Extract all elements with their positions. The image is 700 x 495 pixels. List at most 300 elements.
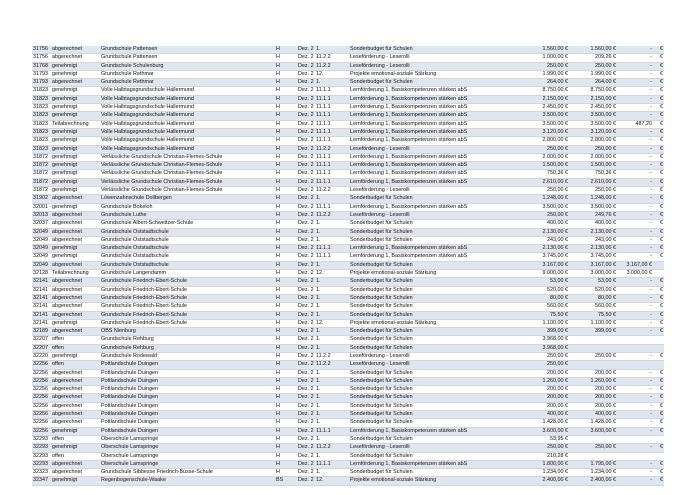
cell-code: H [275,170,297,178]
cell-subposition [339,402,349,410]
cell-settled: 1.560,00 € [569,46,617,54]
cell-currency: € [653,162,664,170]
cell-school: Pottlandschule Duingen [100,402,275,410]
cell-code: H [275,95,297,103]
cell-purpose: Sonderbudget für Schulen [349,46,519,54]
cell-school: Pottlandschule Duingen [100,386,275,394]
cell-school: Grundschule Rethmar [100,79,275,87]
cell-school: Grundschule Luthe [100,211,275,219]
cell-position: 1. [315,469,339,477]
cell-currency: € [653,128,664,136]
cell-number: 31823 [32,112,51,120]
cell-purpose: Lernförderung 1, Basiskompetenzen stärken abS [349,162,519,170]
cell-currency: € [653,95,664,103]
cell-code: H [275,245,297,253]
cell-month: Dez. 2 [298,220,314,227]
cell-currency: € [653,236,664,244]
cell-purpose: Sonderbudget für Schulen [349,377,519,385]
cell-subposition [339,79,349,87]
cell-status: genehmigt [51,203,100,211]
cell-month: Dez. 2 [298,311,314,318]
cell-number: 31902 [32,195,51,203]
cell-purpose: Sonderbudget für Schulen [349,419,519,427]
cell-purpose: Lernförderung 1, Basiskompetenzen stärken abS [349,253,519,261]
cell-settled: 200,00 € [569,386,617,394]
cell-number: 32207 [32,336,51,344]
cell-code: H [275,46,297,54]
cell-settled: 3.167,00 € [569,261,617,269]
cell-month: Dez. 2 [298,328,314,335]
cell-remaining [617,336,653,344]
cell-settled: 3.000,00 € [569,270,617,278]
cell-currency: € [653,112,664,120]
cell-month: Dez. 2 [298,70,314,77]
cell-subposition [339,211,349,219]
cell-position: 1. [315,236,339,244]
cell-number: 32347 [32,477,51,485]
cell-purpose: Sonderbudget für Schulen [349,220,519,228]
cell-subposition [339,95,349,103]
cell-month: Dez. 2 [298,62,314,69]
cell-code: H [275,153,297,161]
cell-remaining: - [617,377,653,385]
table-row [32,411,664,419]
cell-currency: € [653,120,664,128]
cell-status: genehmigt [51,477,100,485]
cell-purpose: Lernförderung 1, Basiskompetenzen stärken abS [349,460,519,468]
cell-subposition [339,70,349,78]
cell-position: 1. [315,386,339,394]
cell-amount: 1.428,00 € [519,419,569,427]
cell-school: Pottlandschule Duingen [100,394,275,402]
cell-school: Verlässliche Grundschule Christian-Flemes-Schule [100,170,275,178]
table-row [32,203,664,211]
cell-purpose: Lernförderung 1, Basiskompetenzen stärken abS [349,87,519,95]
cell-position: 11.1.1 [315,427,339,435]
cell-subposition [339,419,349,427]
cell-currency: € [653,444,664,452]
cell-settled: 250,00 € [569,62,617,70]
cell-status: genehmigt [51,178,100,186]
cell-settled: 53,00 € [569,278,617,286]
cell-position: 11.2.2 [315,187,339,195]
cell-status: genehmigt [51,319,100,327]
table-row [32,452,664,460]
cell-currency: € [653,145,664,153]
table-row [32,70,664,78]
table-row [32,187,664,195]
cell-subposition [339,386,349,394]
cell-status: Teilabrechnung [51,120,100,128]
cell-remaining: - [617,303,653,311]
cell-month: Dez. 2 [298,452,314,459]
cell-subposition [339,319,349,327]
cell-number: 32256 [32,369,51,377]
cell-status: abgerechnet [51,278,100,286]
cell-remaining: - [617,402,653,410]
cell-number: 32049 [32,236,51,244]
cell-status: abgerechnet [51,460,100,468]
cell-currency: € [653,220,664,228]
cell-number: 32256 [32,402,51,410]
cell-currency: € [653,386,664,394]
cell-purpose: Leseförderung - Leserolli [349,54,519,62]
cell-subposition [339,245,349,253]
cell-code: H [275,278,297,286]
table-row [32,303,664,311]
cell-position: 11.1.1 [315,460,339,468]
cell-school: Grundschule Oststadtschule [100,245,275,253]
cell-settled: 400,00 € [569,220,617,228]
cell-position: 1. [315,369,339,377]
cell-remaining [617,361,653,369]
cell-status: abgerechnet [51,294,100,302]
cell-position: 1. [315,377,339,385]
cell-subposition [339,261,349,269]
cell-code: H [275,444,297,452]
cell-status: abgerechnet [51,286,100,294]
cell-school: Volle Halbtagsgrundschule Hallermund [100,104,275,112]
cell-school: Volle Halbtagsgrundschule Hallermund [100,128,275,136]
cell-status: Teilabrechnung [51,270,100,278]
cell-subposition [339,294,349,302]
cell-subposition [339,153,349,161]
cell-currency: € [653,228,664,236]
cell-month: Dez. 2 [298,319,314,326]
cell-purpose: Sonderbudget für Schulen [349,286,519,294]
cell-currency: € [653,195,664,203]
cell-settled: 2.130,00 € [569,228,617,236]
cell-status: genehmigt [51,137,100,145]
cell-school: Oberschule Lamspringe [100,452,275,460]
cell-code: H [275,435,297,443]
cell-remaining: - [617,112,653,120]
cell-settled: 200,00 € [569,394,617,402]
table-row [32,120,664,128]
cell-remaining [617,344,653,352]
cell-number: 32256 [32,427,51,435]
cell-purpose: Projekte emotional-soziale Stärkung [349,70,519,78]
cell-school: Grundschule Pattensen [100,54,275,62]
cell-month: Dez. 2 [298,195,314,202]
cell-position: 11.1.1 [315,137,339,145]
cell-remaining: - [617,253,653,261]
cell-school: Grundschule Oststadtschule [100,236,275,244]
cell-settled: 2.130,00 € [569,245,617,253]
cell-code: H [275,469,297,477]
cell-currency: € [653,278,664,286]
cell-position: 1. [315,328,339,336]
cell-remaining: - [617,419,653,427]
cell-subposition [339,46,349,54]
cell-code: H [275,411,297,419]
cell-purpose: Lernförderung 1, Basiskompetenzen stärken abS [349,427,519,435]
cell-currency: € [653,427,664,435]
table-row [32,427,664,435]
cell-code: H [275,394,297,402]
cell-purpose: Sonderbudget für Schulen [349,435,519,443]
table-row [32,352,664,360]
cell-status: abgerechnet [51,386,100,394]
cell-subposition [339,452,349,460]
cell-number: 32141 [32,278,51,286]
cell-purpose: Lernförderung 1, Basiskompetenzen stärken abS [349,245,519,253]
cell-month: Dez. 2 [298,286,314,293]
cell-month: Dez. 2 [298,460,314,467]
cell-remaining: - [617,195,653,203]
cell-amount: 1.500,00 € [519,162,569,170]
cell-remaining: - [617,87,653,95]
cell-month: Dez. 2 [298,294,314,301]
cell-month: Dez. 2 [298,128,314,135]
cell-currency: € [653,211,664,219]
cell-subposition [339,336,349,344]
cell-purpose: Leseförderung - Leserolli [349,211,519,219]
cell-amount: 3.500,00 € [519,203,569,211]
cell-code: H [275,137,297,145]
cell-amount: 250,00 € [519,352,569,360]
cell-currency [653,435,664,443]
cell-currency [653,344,664,352]
cell-subposition [339,435,349,443]
cell-position: 1. [315,278,339,286]
cell-school: Pottlandschule Duingen [100,411,275,419]
cell-subposition [339,328,349,336]
cell-number: 31793 [32,79,51,87]
cell-currency: € [653,419,664,427]
cell-number: 32323 [32,469,51,477]
cell-currency: € [653,377,664,385]
cell-settled: 200,00 € [569,369,617,377]
cell-amount: 210,28 € [519,452,569,460]
cell-school: Grundschule Langendamm [100,270,275,278]
cell-position: 1. [315,394,339,402]
cell-school: Oberschule Lamspringe [100,444,275,452]
cell-currency: € [653,62,664,70]
cell-position: 1. [315,220,339,228]
cell-subposition [339,187,349,195]
cell-remaining: - [617,411,653,419]
cell-status: genehmigt [51,145,100,153]
cell-code: H [275,104,297,112]
cell-purpose: Sonderbudget für Schulen [349,411,519,419]
table-row [32,145,664,153]
cell-status: abgerechnet [51,469,100,477]
table-row [32,95,664,103]
cell-amount: 3.600,00 € [519,427,569,435]
cell-school: Volle Halbtagsgrundschule Hallermund [100,112,275,120]
table-row [32,386,664,394]
cell-settled: 80,00 € [569,294,617,302]
cell-month: Dez. 2 [298,87,314,94]
cell-number: 31823 [32,95,51,103]
cell-subposition [339,87,349,95]
cell-remaining: - [617,228,653,236]
cell-code: H [275,112,297,120]
cell-subposition [339,128,349,136]
table-row [32,261,664,269]
cell-remaining: - [617,70,653,78]
cell-month: Dez. 2 [298,394,314,401]
table-body [32,46,664,485]
cell-remaining: - [617,211,653,219]
table-row [32,178,664,186]
cell-month: Dez. 2 [298,46,314,52]
cell-subposition [339,352,349,360]
cell-status: abgerechnet [51,377,100,385]
cell-currency: € [653,79,664,87]
cell-subposition [339,170,349,178]
cell-position: 1. [315,435,339,443]
cell-remaining: - [617,369,653,377]
cell-school: Löwenzahnschule Dollbergen [100,195,275,203]
table-row [32,137,664,145]
cell-settled [569,435,617,443]
cell-code: H [275,369,297,377]
cell-code: H [275,228,297,236]
cell-currency: € [653,245,664,253]
cell-subposition [339,286,349,294]
cell-status: genehmigt [51,352,100,360]
table-row [32,419,664,427]
cell-school: Grundschule Friedrich-Ebert-Schule [100,319,275,327]
cell-subposition [339,112,349,120]
cell-school: Volle Halbtagsgrundschule Hallermund [100,137,275,145]
funding-table [32,46,664,486]
cell-amount: 200,00 € [519,386,569,394]
cell-settled: 2.610,00 € [569,178,617,186]
cell-amount: 3.500,00 € [519,112,569,120]
cell-status: genehmigt [51,70,100,78]
cell-remaining: - [617,286,653,294]
cell-school: Grundschule Rehburg [100,344,275,352]
table-row [32,294,664,302]
cell-number: 32220 [32,352,51,360]
cell-number: 31823 [32,120,51,128]
cell-code: H [275,211,297,219]
cell-purpose: Sonderbudget für Schulen [349,402,519,410]
cell-settled: 243,00 € [569,236,617,244]
cell-settled: 3.745,00 € [569,253,617,261]
cell-month: Dez. 2 [298,245,314,252]
cell-remaining: 3.000,00 € [617,270,653,278]
cell-month: Dez. 2 [298,444,314,451]
cell-amount: 75,50 € [519,311,569,319]
cell-school: Volle Halbtagsgrundschule Hallermund [100,145,275,153]
cell-currency: € [653,477,664,485]
cell-month: Dez. 2 [298,427,314,434]
cell-code: H [275,419,297,427]
cell-status: abgerechnet [51,261,100,269]
cell-currency: € [653,286,664,294]
cell-status: genehmigt [51,95,100,103]
cell-month: Dez. 2 [298,344,314,351]
cell-code: H [275,187,297,195]
cell-subposition [339,361,349,369]
cell-subposition [339,220,349,228]
cell-position: 1. [315,411,339,419]
cell-month: Dez. 2 [298,211,314,218]
cell-month: Dez. 2 [298,112,314,119]
cell-school: Verlässliche Grundschule Christian-Flemes-Schule [100,162,275,170]
cell-settled: 250,00 € [569,352,617,360]
cell-amount: 200,00 € [519,402,569,410]
cell-settled: 3.500,00 € [569,203,617,211]
table-row [32,444,664,452]
cell-number: 32293 [32,444,51,452]
cell-position: 1. [315,303,339,311]
cell-position: 11.1.1 [315,178,339,186]
cell-number: 31823 [32,137,51,145]
cell-code: H [275,54,297,62]
cell-remaining: - [617,153,653,161]
cell-amount: 400,00 € [519,411,569,419]
spreadsheet [32,46,664,486]
cell-currency: € [653,87,664,95]
cell-purpose: Sonderbudget für Schulen [349,369,519,377]
table-row [32,253,664,261]
cell-remaining: - [617,394,653,402]
cell-subposition [339,469,349,477]
cell-number: 32013 [32,211,51,219]
cell-amount: 250,00 € [519,211,569,219]
cell-school: Grundschule Friedrich-Ebert-Schule [100,303,275,311]
cell-settled: 3.120,00 € [569,128,617,136]
cell-month: Dez. 2 [298,303,314,310]
cell-amount: 80,00 € [519,294,569,302]
cell-amount: 399,00 € [519,328,569,336]
table-row [32,394,664,402]
cell-currency: € [653,153,664,161]
cell-purpose: Leseförderung - Leserolli [349,361,519,369]
cell-code: H [275,162,297,170]
cell-purpose: Lernförderung 1, Basiskompetenzen stärken abS [349,137,519,145]
cell-school: Verlässliche Grundschule Christian-Flemes-Schule [100,178,275,186]
cell-code: H [275,203,297,211]
cell-purpose: Leseförderung - Leserolli [349,352,519,360]
cell-amount: 1.248,00 € [519,195,569,203]
cell-status: genehmigt [51,62,100,70]
cell-position: 12. [315,70,339,78]
cell-position: 12. [315,270,339,278]
cell-school: Verlässliche Grundschule Christian-Flemes-Schule [100,187,275,195]
cell-code: H [275,460,297,468]
cell-purpose: Sonderbudget für Schulen [349,311,519,319]
cell-amount: 1.234,00 € [519,469,569,477]
cell-month: Dez. 2 [298,145,314,152]
table-row [32,344,664,352]
cell-purpose: Lernförderung 1, Basiskompetenzen stärken abS [349,95,519,103]
cell-remaining: - [617,236,653,244]
cell-settled: 1.428,00 € [569,419,617,427]
cell-number: 32256 [32,419,51,427]
cell-number: 31872 [32,178,51,186]
table-row [32,162,664,170]
cell-settled: 560,00 € [569,303,617,311]
cell-currency: € [653,402,664,410]
cell-amount: 3.120,00 € [519,128,569,136]
cell-number: 32049 [32,228,51,236]
cell-amount: 250,00 € [519,361,569,369]
cell-purpose: Lernförderung 1, Basiskompetenzen stärken abS [349,112,519,120]
cell-month: Dez. 2 [298,377,314,384]
cell-code: H [275,311,297,319]
cell-amount: 2.450,00 € [519,104,569,112]
cell-remaining: - [617,427,653,435]
cell-number: 32049 [32,245,51,253]
cell-status: offen [51,344,100,352]
table-row [32,469,664,477]
